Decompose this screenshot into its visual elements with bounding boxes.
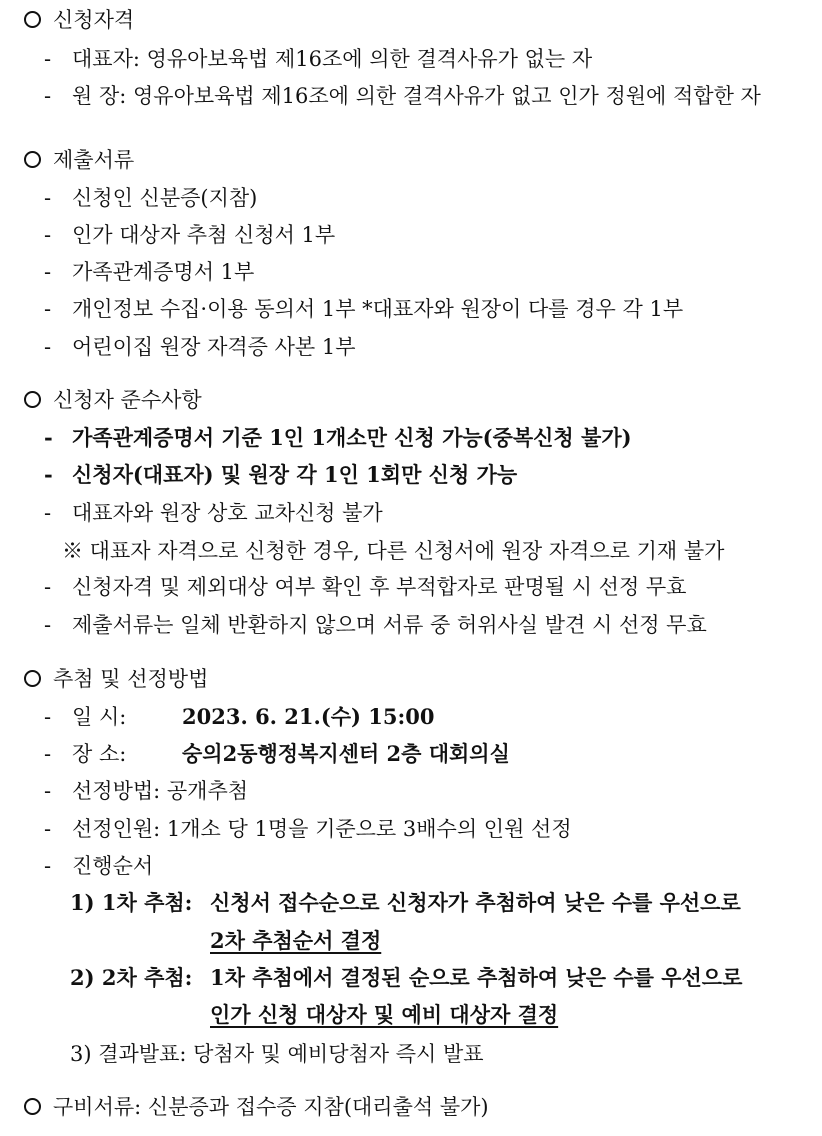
section-heading-documents: 제출서류 [24,146,134,174]
list-item-date: - 일 시: 2023. 6. 21.(수) 15:00 [44,704,435,729]
note: ※ 대표자 자격으로 신청한 경우, 다른 신청서에 원장 자격으로 기재 불가 [62,539,725,563]
step-2: 2) 2차 추첨: 1차 추첨에서 결정된 순으로 추첨하여 낮은 수를 우선으로 [70,965,743,990]
list-item: - 가족관계증명서 1부 [44,260,255,284]
list-item: - 대표자: 영유아보육법 제16조에 의한 결격사유가 없는 자 [44,47,593,71]
list-item: - 선정방법: 공개추첨 [44,779,249,803]
list-item-place: - 장 소: 숭의2동행정복지센터 2층 대회의실 [44,741,510,766]
list-item: - 개인정보 수집·이용 동의서 1부 *대표자와 원장이 다를 경우 각 1부 [44,297,684,321]
step-2-continued: 인가 신청 대상자 및 예비 대상자 결정 [210,1002,559,1027]
list-item: - 어린이집 원장 자격증 사본 1부 [44,335,356,359]
circle-bullet-icon [24,151,41,168]
list-item: - 인가 대상자 추첨 신청서 1부 [44,223,336,247]
step-3: 3) 결과발표: 당첨자 및 예비당첨자 즉시 발표 [70,1042,484,1066]
circle-bullet-icon [24,11,41,28]
step-1-continued: 2차 추첨순서 결정 [210,928,382,953]
list-item: - 원 장: 영유아보육법 제16조에 의한 결격사유가 없고 인가 정원에 적합한 자 [44,84,761,108]
list-item: - 신청인 신분증(지참) [44,186,258,210]
circle-bullet-icon [24,391,41,408]
section-heading-required: 구비서류: 신분증과 접수증 지참(대리출석 불가) [24,1093,489,1121]
list-item: - 신청자격 및 제외대상 여부 확인 후 부적합자로 판명될 시 선정 무효 [44,575,687,599]
list-item: - 제출서류는 일체 반환하지 않으며 서류 중 허위사실 발견 시 선정 무효 [44,613,707,637]
section-heading-rules: 신청자 준수사항 [24,386,202,414]
section-heading-lottery: 추첨 및 선정방법 [24,665,208,693]
section-heading-eligibility: 신청자격 [24,6,134,34]
list-item: - 대표자와 원장 상호 교차신청 불가 [44,501,383,525]
list-item: - 신청자(대표자) 및 원장 각 1인 1회만 신청 가능 [44,462,518,487]
circle-bullet-icon [24,670,41,687]
list-item: - 선정인원: 1개소 당 1명을 기준으로 3배수의 인원 선정 [44,817,572,841]
list-item: - 가족관계증명서 기준 1인 1개소만 신청 가능(중복신청 불가) [44,425,632,450]
list-item: - 진행순서 [44,854,154,878]
step-1: 1) 1차 추첨: 신청서 접수순으로 신청자가 추첨하여 낮은 수를 우선으로 [70,890,741,915]
circle-bullet-icon [24,1098,41,1115]
